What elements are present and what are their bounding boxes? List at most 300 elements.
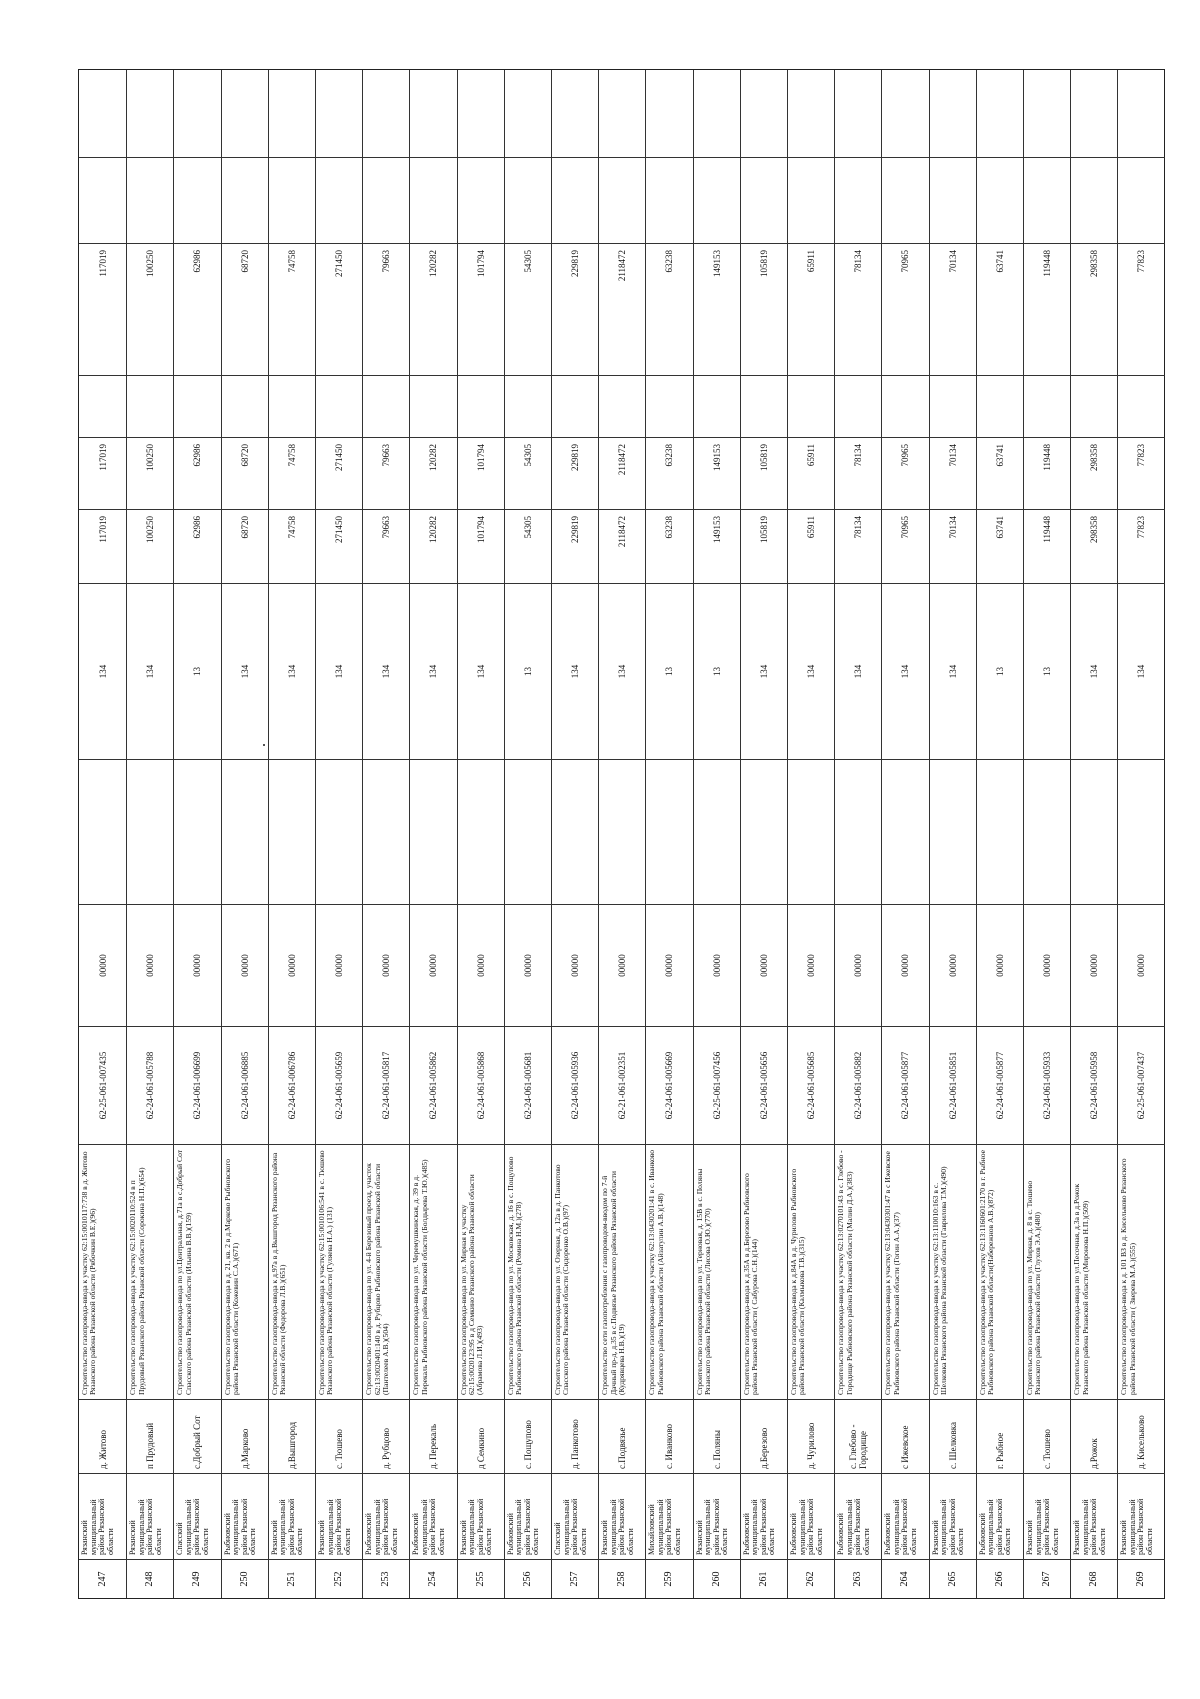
volume-cell [1024,584,1070,760]
description-cell [410,1145,456,1400]
v1-text: 117019 [97,516,108,543]
description-text: Строительство газопровода-ввода к участку 62:15:0010106:541 в с. Тюшево Рязанского района Рязанской области (Гуляева Н.А.) (131) [317,1150,335,1395]
code-cell [1024,1027,1070,1145]
zero-text: 00000 [145,954,156,977]
v3-text: 62986 [192,250,203,273]
empty-cell [505,760,551,905]
locality-cell [882,1400,928,1474]
v3-cell [882,244,928,376]
description-cell [1118,1145,1164,1400]
table-row [834,70,881,1598]
v1-cell [599,510,645,584]
empty-cell [694,760,740,905]
municipality-cell [410,1474,456,1560]
empty-cell [1071,158,1117,244]
empty-cell [505,376,551,438]
volume-text: 13 [192,667,203,676]
v2-text: 271450 [334,444,345,471]
description-text: Строительство газопровода-ввода по ул. Черемушкинская, д. 39 в д. Перекаль Рыбновского района Рязанской области (Болдырева Т.Ю.)(485) [411,1159,429,1395]
v1-cell [977,510,1023,584]
volume-text: 134 [1089,664,1100,679]
v3-text: 74758 [286,250,297,273]
empty-cell [646,158,692,244]
empty-cell [882,158,928,244]
empty-cell [1024,760,1070,905]
v2-text: 63741 [994,444,1005,467]
zero-cell [788,905,834,1027]
zero-text: 00000 [664,954,675,977]
empty-cell [552,376,598,438]
locality-cell [174,1400,220,1474]
v1-cell [269,510,315,584]
empty-cell [222,376,268,438]
code-cell [788,1027,834,1145]
volume-text: 134 [947,664,958,679]
locality-text: с.Подвязье [617,1427,628,1469]
empty-cell [930,68,976,158]
municipality-cell [977,1474,1023,1560]
empty-cell [1071,376,1117,438]
volume-text: 134 [286,664,297,679]
code-text: 62-24-061-006786 [286,1051,297,1120]
v1-text: 120282 [428,516,439,543]
locality-text: д. Кисельково [1136,1415,1147,1469]
v2-cell [458,438,504,510]
num-cell [316,1560,362,1598]
table-row [598,70,645,1598]
empty-cell [505,158,551,244]
empty-cell [458,158,504,244]
table-row [881,70,928,1598]
municipality-text: Рыбновский муниципальный район Рязанской области [411,1498,446,1555]
num-text: 253 [380,1571,392,1587]
num-text: 249 [191,1571,203,1587]
v1-text: 271450 [334,516,345,543]
num-cell [79,1560,126,1598]
volume-text: 134 [617,664,628,679]
v1-cell [835,510,881,584]
v2-cell [363,438,409,510]
code-cell [410,1027,456,1145]
volume-cell [1071,584,1117,760]
code-text: 62-24-061-005958 [1089,1051,1100,1120]
v1-cell [741,510,787,584]
locality-cell [1118,1400,1164,1474]
code-text: 62-24-061-005936 [570,1051,581,1120]
locality-cell [222,1400,268,1474]
empty-cell [79,68,126,158]
empty-cell [741,760,787,905]
locality-cell [269,1400,315,1474]
empty-cell [694,68,740,158]
empty-cell [174,68,220,158]
v1-cell [222,510,268,584]
code-cell [458,1027,504,1145]
code-text: 62-24-061-005817 [381,1051,392,1120]
description-text: Строительство газопровода-ввода по ул.Центральная, д.71а в с.Добрый Сот Спасского района Рязанской области (Ильина В.В.)(159) [175,1149,193,1395]
empty-cell [599,376,645,438]
empty-cell [1118,158,1164,244]
empty-cell [174,760,220,905]
description-text: Строительство газопровода-ввода к участку 62:15:0010117:738 в д. Житово Рязанского района Рязанской области (Рябочкин В.Е.)(96) [80,1151,98,1395]
code-cell [552,1027,598,1145]
zero-text: 00000 [1089,954,1100,977]
municipality-cell [552,1474,598,1560]
zero-text: 00000 [381,954,392,977]
municipality-text: Рыбновский муниципальный район Рязанской области [741,1498,777,1555]
v1-text: 70965 [900,516,911,539]
municipality-text: Рязанский муниципальный район Рязанской области [269,1498,305,1555]
table-row [362,70,409,1598]
zero-cell [79,905,126,1027]
volume-cell [552,584,598,760]
locality-text: с. Иванково [664,1423,675,1469]
municipality-cell [79,1474,126,1560]
volume-cell [222,584,268,760]
description-text: Строительство газопровода-ввода к д.35А в д.Березово Рыбновского района Рязанской области ( Сабурова С.Н.)(144) [741,1173,760,1395]
municipality-text: Рыбновский муниципальный район Рязанской области [883,1498,918,1555]
v2-text: 78134 [853,444,864,467]
num-text: 255 [474,1571,486,1587]
v3-cell [1118,244,1164,376]
volume-cell [882,584,928,760]
municipality-text: Спасский муниципальный район Рязанской области [175,1498,210,1555]
v3-cell [552,244,598,376]
v1-text: 119448 [1042,516,1053,543]
empty-cell [1118,760,1164,905]
locality-text: д.Березово [758,1427,769,1469]
empty-cell [127,68,173,158]
table-row [315,70,362,1598]
v2-text: 65911 [806,444,817,467]
code-cell [741,1027,787,1145]
v2-cell [410,438,456,510]
volume-text: 134 [428,664,439,679]
description-cell [363,1145,409,1400]
volume-text: 134 [475,664,486,679]
municipality-cell [1024,1474,1070,1560]
zero-cell [599,905,645,1027]
empty-cell [79,376,126,438]
volume-cell [458,584,504,760]
zero-text: 00000 [286,954,297,977]
code-cell [79,1027,126,1145]
municipality-text: Рыбновский муниципальный район Рязанской области [789,1498,824,1555]
empty-cell [599,158,645,244]
description-text: Строительство газопровода-ввода по ул. Терновая, д. 15В в с. Поляны Рязанского района Рязанской области (Лисова О.Ю.)(770) [694,1168,712,1395]
num-text: 262 [805,1571,817,1587]
municipality-text: Михайловский муниципальный район Рязанской области [647,1498,682,1555]
locality-text: с. Тюшево [334,1429,345,1469]
zero-cell [410,905,456,1027]
municipality-cell [694,1474,740,1560]
description-cell [174,1145,220,1400]
v1-cell [646,510,692,584]
volume-text: 134 [853,664,864,679]
v3-cell [458,244,504,376]
volume-text: 134 [381,664,392,679]
empty-cell [835,68,881,158]
municipality-cell [505,1474,551,1560]
code-cell [363,1027,409,1145]
num-cell [930,1560,976,1598]
zero-cell [269,905,315,1027]
municipality-cell [458,1474,504,1560]
empty-cell [835,158,881,244]
empty-cell [363,158,409,244]
empty-cell [222,158,268,244]
num-cell [977,1560,1023,1598]
municipality-text: Рязанский муниципальный район Рязанской области [600,1498,635,1555]
v2-text: 70965 [900,444,911,467]
description-text: Строительство газопровода-ввода в д. 21, кв. 2 в д.Марково Рыбновского района Рязанской области (Кожевин С.А.)(671) [222,1158,240,1395]
empty-cell [127,376,173,438]
num-text: 263 [852,1571,864,1587]
num-text: 269 [1135,1571,1147,1587]
locality-text: с. Глебово - Городище [848,1424,869,1469]
v2-text: 101794 [475,444,486,471]
volume-cell [269,584,315,760]
v1-text: 54305 [522,516,533,539]
v2-text: 62986 [192,444,203,467]
description-cell [977,1145,1023,1400]
v3-text: 70134 [947,250,958,273]
code-text: 62-25-061-007456 [711,1051,722,1120]
v3-text: 101794 [475,250,486,277]
num-text: 261 [757,1571,769,1587]
v3-cell [741,244,787,376]
municipality-text: Рязанский муниципальный район Рязанской области [930,1498,966,1555]
v1-text: 78134 [853,516,864,539]
v1-cell [174,510,220,584]
description-text: Строительство сети газопотребления с газопроводом-вводом по 7-й Дачный пр-д, д.35 в с.Подвязье Рязанского района Рязанской области (Кудрявцева Н.В.)(19) [600,1171,626,1395]
code-cell [930,1027,976,1145]
locality-cell [930,1400,976,1474]
v1-text: 105819 [758,516,769,543]
v2-text: 70134 [947,444,958,467]
table-row [173,70,220,1598]
v3-cell [127,244,173,376]
empty-cell [363,376,409,438]
v2-text: 117019 [97,444,108,471]
code-text: 62-24-061-005877 [994,1051,1005,1120]
code-text: 62-24-061-005681 [522,1051,533,1120]
municipality-cell [269,1474,315,1560]
v3-cell [316,244,362,376]
description-cell [316,1145,362,1400]
zero-text: 00000 [900,954,911,977]
num-text: 258 [616,1571,628,1587]
empty-cell [458,68,504,158]
zero-text: 00000 [1136,954,1147,977]
zero-text: 00000 [758,954,769,977]
volume-cell [174,584,220,760]
description-cell [835,1145,881,1400]
locality-text: д.Вышгород [286,1421,297,1469]
num-cell [174,1560,220,1598]
v1-cell [694,510,740,584]
v1-text: 101794 [475,516,486,543]
volume-cell [316,584,362,760]
locality-text: п Прудовый [145,1422,156,1469]
description-text: Строительство газопровода-ввода по ул. Озерная, д. 12а в д. Панкотово Спасского района Рязанской области (Сидоренко О.В.)(97) [553,1164,571,1395]
locality-cell [410,1400,456,1474]
locality-cell [316,1400,362,1474]
empty-cell [788,376,834,438]
zero-cell [882,905,928,1027]
empty-cell [835,760,881,905]
v3-cell [505,244,551,376]
locality-text: с. Пощупово [522,1420,533,1469]
v2-cell [552,438,598,510]
empty-cell [363,68,409,158]
empty-cell [646,760,692,905]
zero-text: 00000 [428,954,439,977]
locality-cell [977,1400,1023,1474]
empty-cell [835,376,881,438]
v1-text: 62986 [192,516,203,539]
v1-text: 70134 [947,516,958,539]
v2-text: 149153 [711,444,722,471]
municipality-cell [1071,1474,1117,1560]
municipality-text: Рыбновский муниципальный район Рязанской области [222,1498,258,1555]
zero-text: 00000 [334,954,345,977]
zero-text: 00000 [522,954,533,977]
num-text: 248 [144,1571,156,1587]
v2-text: 77823 [1136,444,1147,467]
locality-text: с Ижевское [900,1425,911,1469]
v3-cell [222,244,268,376]
v2-text: 54305 [522,444,533,467]
v2-cell [741,438,787,510]
table-row [268,70,315,1598]
v3-text: 63238 [664,250,675,273]
v2-cell [127,438,173,510]
table-row [79,70,126,1598]
empty-cell [127,158,173,244]
code-text: 62-24-061-005656 [758,1051,769,1120]
code-cell [316,1027,362,1145]
municipality-text: Спасский муниципальный район Рязанской области [553,1498,588,1555]
locality-text: д. Панкотово [570,1419,581,1469]
empty-cell [1071,760,1117,905]
description-cell [741,1145,787,1400]
v2-cell [316,438,362,510]
num-cell [741,1560,787,1598]
v1-cell [363,510,409,584]
municipality-cell [127,1474,173,1560]
municipality-text: Рязанский муниципальный район Рязанской области [1025,1498,1060,1555]
num-text: 267 [1041,1571,1053,1587]
num-text: 260 [710,1571,722,1587]
description-text: Строительство газопровода-ввода к д.84А в д. Чурилово Рыбновского района Рязанской области (Калмыкова Т.В.)(315) [789,1168,807,1395]
description-cell [505,1145,551,1400]
description-text: Строительство газопровода-ввода к участку 62:15:0020110:524 в п Прудовый Рязанского района Рязанской области (Сорокина Н.П.)(654) [128,1167,146,1395]
volume-text: 134 [1136,664,1147,679]
v2-text: 100250 [145,444,156,471]
code-cell [835,1027,881,1145]
zero-cell [505,905,551,1027]
municipality-text: Рязанский муниципальный район Рязанской области [80,1498,115,1555]
v2-text: 2118472 [617,444,628,476]
zero-cell [1071,905,1117,1027]
code-text: 62-25-061-007435 [97,1051,108,1120]
v2-text: 298358 [1089,444,1100,471]
code-cell [599,1027,645,1145]
municipality-text: Рыбновский муниципальный район Рязанской области [364,1498,399,1555]
volume-cell [977,584,1023,760]
v3-text: 298358 [1089,250,1100,277]
municipality-text: Рыбновский муниципальный район Рязанской области [836,1498,871,1555]
v2-cell [788,438,834,510]
num-cell [458,1560,504,1598]
zero-text: 00000 [570,954,581,977]
locality-cell [552,1400,598,1474]
empty-cell [316,376,362,438]
description-text: Строительство газопровода-ввода по ул. Мирная к участку 62:15:0020123:95 в д Семкино Рязанского района Рязанской области (Абрамова Л.И.)(493) [458,1174,485,1395]
empty-cell [599,68,645,158]
num-text: 256 [521,1571,533,1587]
locality-text: д.Марково [239,1428,250,1469]
empty-cell [788,760,834,905]
municipality-cell [363,1474,409,1560]
empty-cell [552,760,598,905]
v3-text: 68720 [239,250,250,273]
locality-text: д Семкино [475,1427,486,1469]
locality-cell [788,1400,834,1474]
table-row [1117,70,1164,1598]
empty-cell [882,760,928,905]
empty-cell [646,376,692,438]
municipality-text: Рязанский муниципальный район Рязанской области [458,1498,494,1555]
v2-text: 79663 [381,444,392,467]
code-cell [1071,1027,1117,1145]
zero-text: 00000 [1042,954,1053,977]
locality-text: д. Рубцово [381,1427,392,1469]
volume-text: 13 [522,667,533,676]
table-row [645,70,692,1598]
code-text: 62-24-061-005851 [947,1051,958,1120]
v1-cell [552,510,598,584]
v1-text: 2118472 [617,516,628,548]
municipality-text: Рязанский муниципальный район Рязанской области [694,1498,730,1555]
v1-text: 74758 [286,516,297,539]
num-cell [1071,1560,1117,1598]
v3-text: 105819 [758,250,769,277]
municipality-text: Рязанский муниципальный район Рязанской области [1119,1498,1154,1555]
municipality-cell [316,1474,362,1560]
num-cell [882,1560,928,1598]
code-cell [1118,1027,1164,1145]
zero-cell [741,905,787,1027]
empty-cell [269,158,315,244]
empty-cell [316,158,362,244]
v3-cell [930,244,976,376]
code-cell [694,1027,740,1145]
num-cell [552,1560,598,1598]
zero-cell [930,905,976,1027]
v2-cell [646,438,692,510]
v3-cell [174,244,220,376]
zero-text: 00000 [711,954,722,977]
empty-cell [1024,158,1070,244]
zero-cell [835,905,881,1027]
description-text: Строительство газопровода-ввода по ул.Песочная, д.3а в д.Рожок Рязанского района Рязанской области (Миронова Н.П.)(509) [1072,1183,1090,1395]
v2-cell [174,438,220,510]
municipality-text: Рыбновский муниципальный район Рязанской области [977,1498,1013,1555]
num-cell [222,1560,268,1598]
code-text: 62-24-061-005685 [806,1051,817,1120]
